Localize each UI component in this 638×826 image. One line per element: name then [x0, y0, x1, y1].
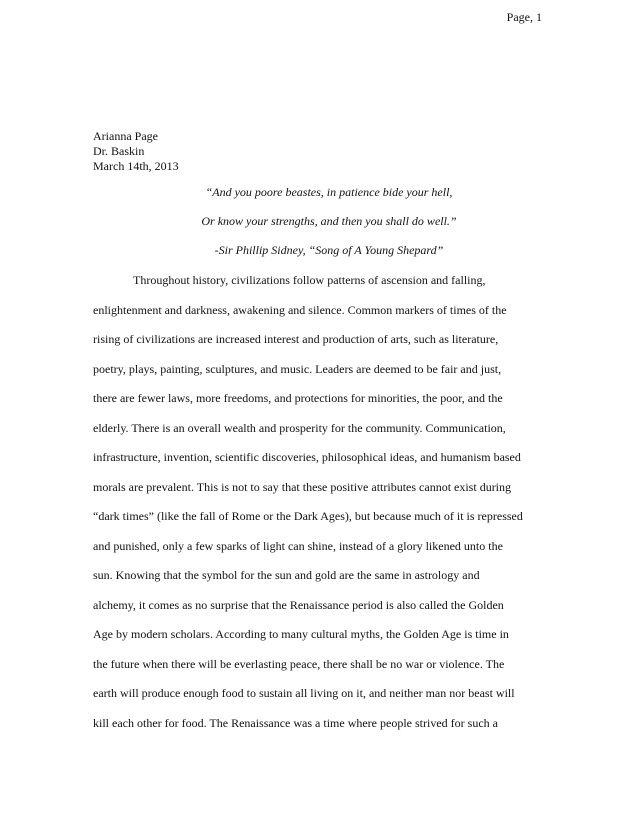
heading-block — [93, 129, 179, 174]
epigraph-attribution: -Sir Phillip Sidney, “Song of A Young Shepard” — [214, 243, 444, 257]
body-line: infrastructure, invention, scientific discoveries, philosophical ideas, and humanism based — [93, 450, 521, 464]
body-line: there are fewer laws, more freedoms, and protections for minorities, the poor, and the — [93, 391, 503, 405]
page-number-header: Page, 1 — [506, 10, 542, 24]
body-line: Age by modern scholars. According to many cultural myths, the Golden Age is time in — [93, 627, 509, 641]
body-line: enlightenment and darkness, awakening and silence. Common markers of times of the — [93, 302, 507, 317]
body-line: earth will produce enough food to sustain all living on it, and neither man nor beast will — [93, 686, 515, 700]
body-line: rising of civilizations are increased interest and production of arts, such as literature, — [93, 332, 499, 346]
body-line: the future when there will be everlasting peace, there shall be no war or violence. The — [93, 656, 505, 671]
body-paragraph — [93, 273, 553, 745]
body-line: and punished, only a few sparks of light can shine, instead of a glory likened unto the — [93, 538, 503, 553]
body-line: poetry, plays, painting, sculptures, and music. Leaders are deemed to be fair and just, — [93, 361, 502, 376]
body-line: Throughout history, civilizations follow patterns of ascension and falling, — [133, 273, 486, 287]
body-line: morals are prevalent. This is not to say that these positive attributes cannot exist during — [93, 479, 512, 494]
instructor-name: Dr. Baskin — [93, 144, 145, 158]
epigraph-line-2: Or know your strengths, and then you shall do well.” — [201, 214, 457, 228]
body-line: sun. Knowing that the symbol for the sun and gold are the same in astrology and — [93, 568, 480, 582]
date-line: March 14th, 2013 — [93, 159, 179, 173]
body-line: kill each other for food. The Renaissance was a time where people strived for such a — [93, 715, 498, 730]
body-line: “dark times” (like the fall of Rome or the Dark Ages), but because much of it is repressed — [93, 509, 523, 523]
body-line: alchemy, it comes as no surprise that the Renaissance period is also called the Golden — [93, 597, 504, 612]
body-line: elderly. There is an overall wealth and prosperity for the community. Communication, — [93, 420, 506, 435]
epigraph-line-1: “And you poore beastes, in patience bide your hell, — [205, 185, 453, 199]
author-name: Arianna Page — [93, 129, 158, 143]
